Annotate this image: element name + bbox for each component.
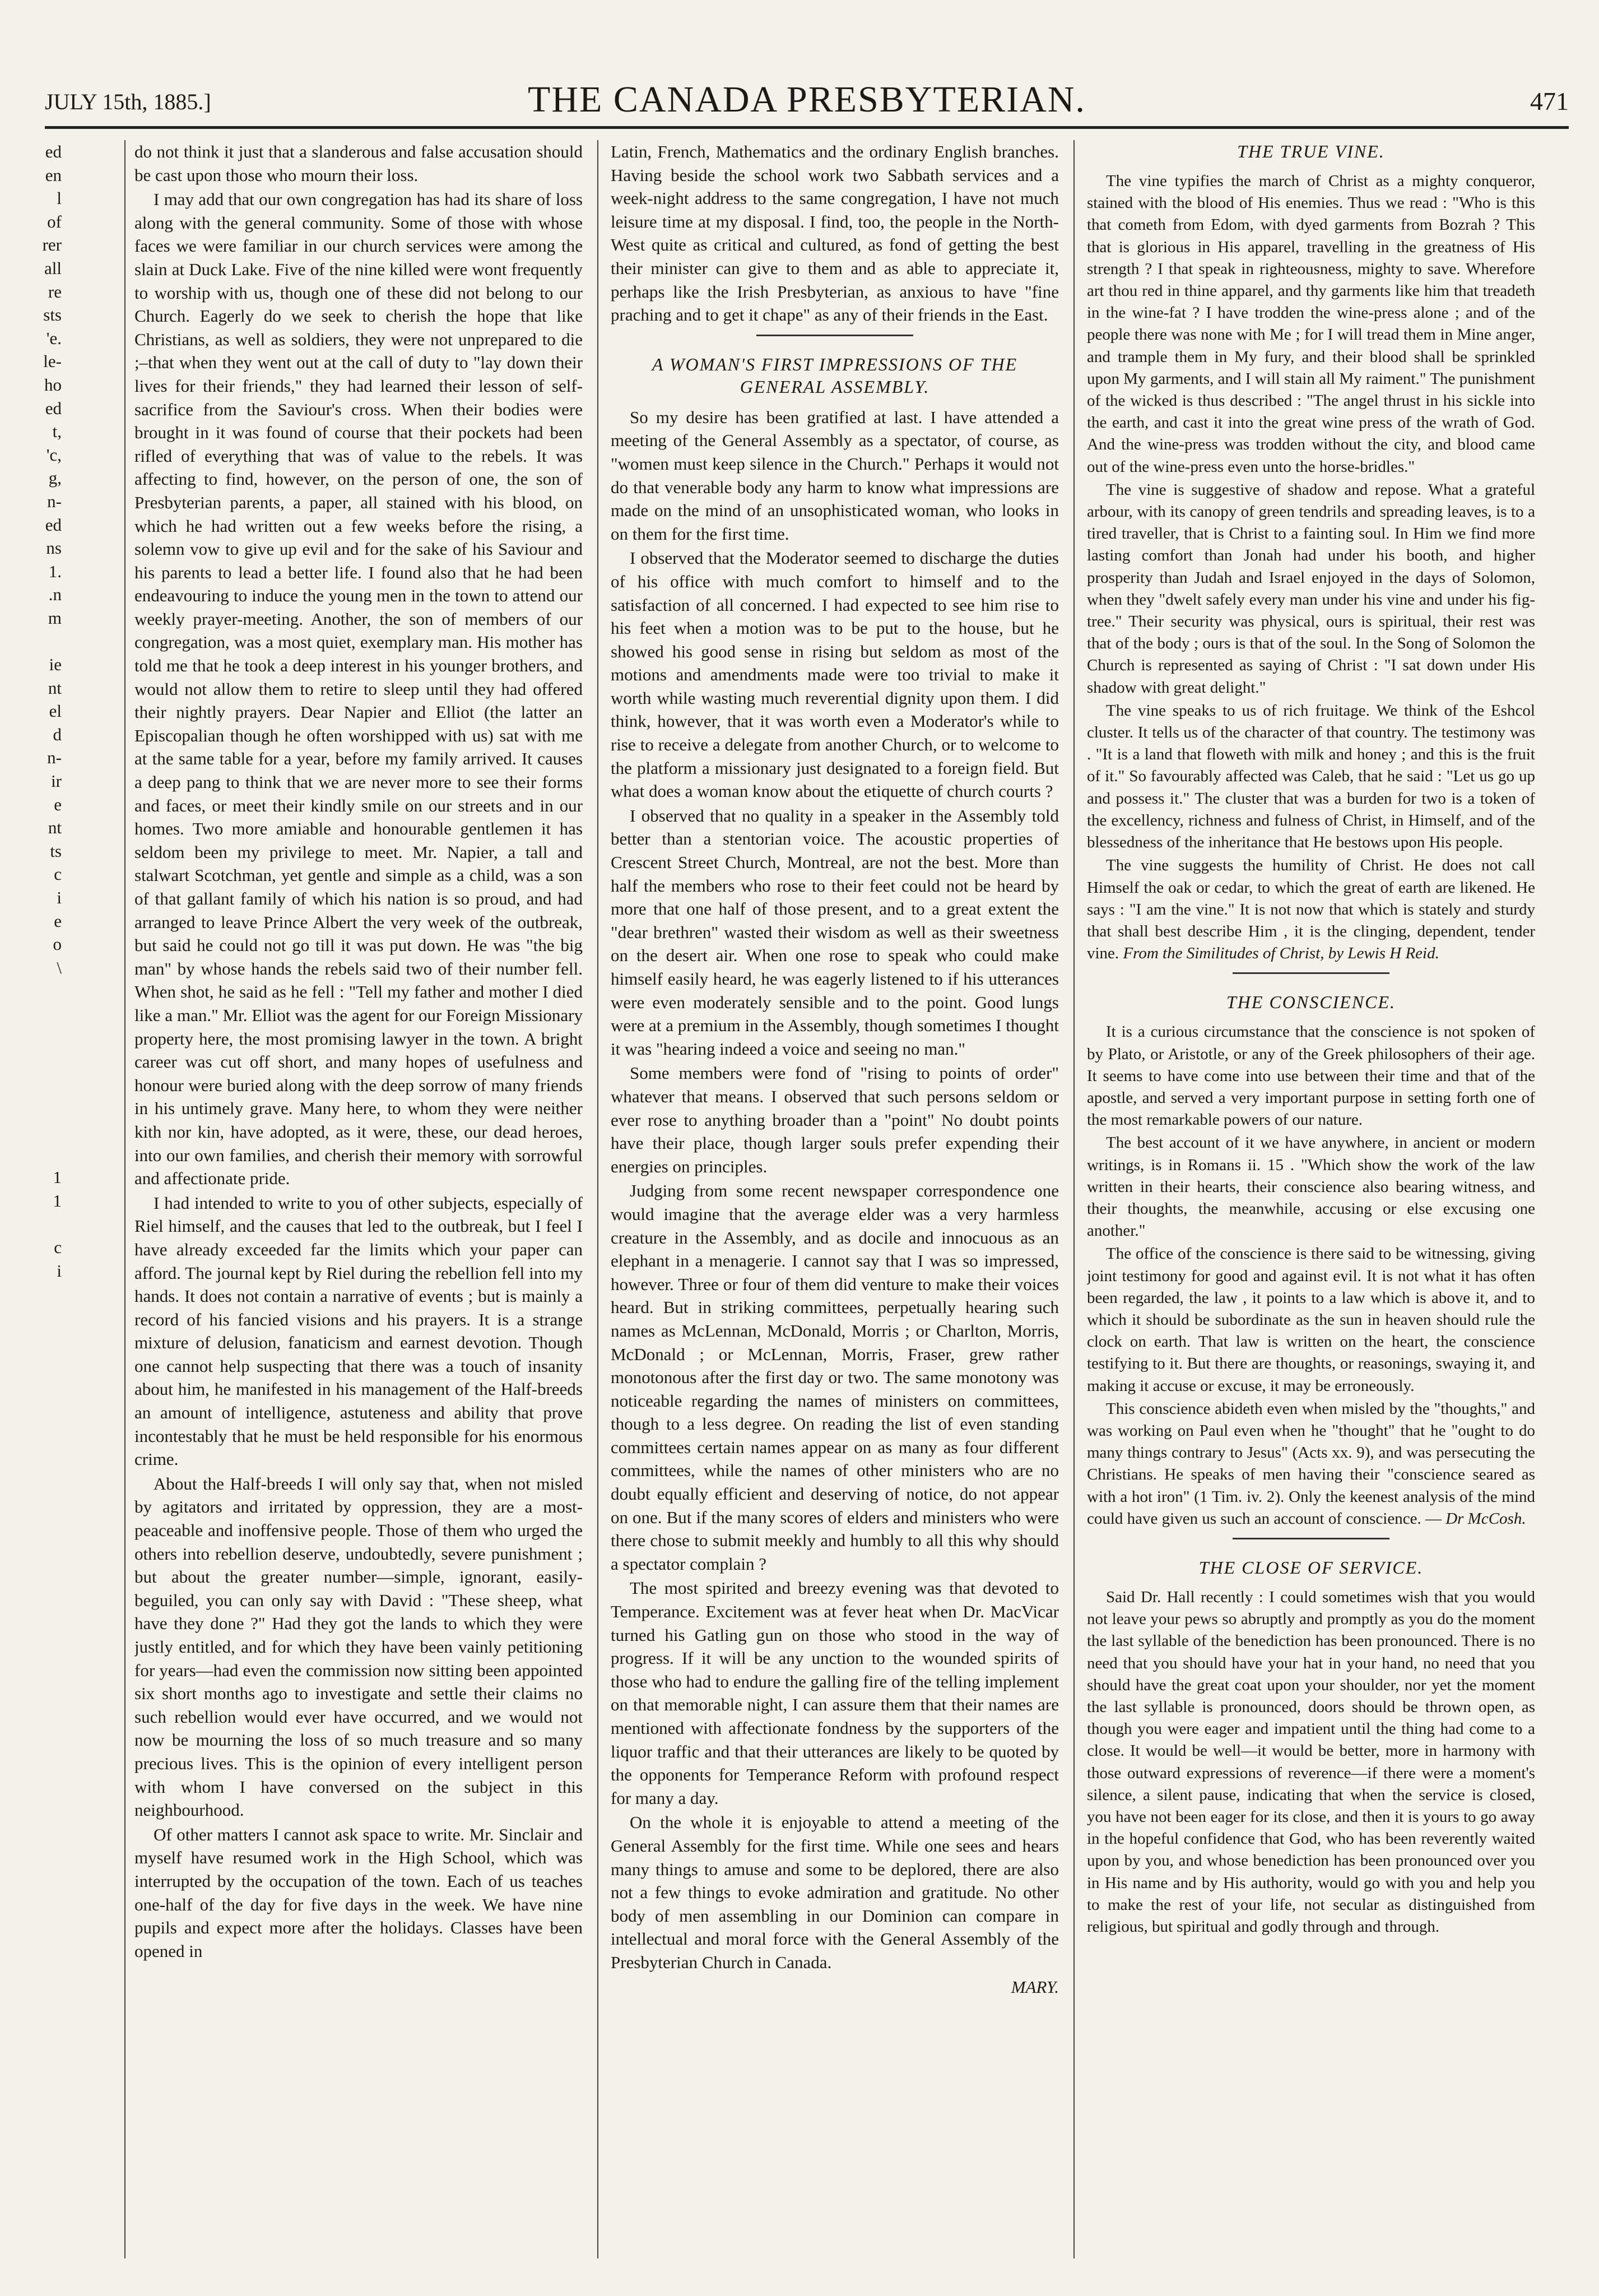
gutter-fragment: all: [44, 258, 62, 278]
gutter-fragment: n-: [47, 491, 62, 511]
paragraph: Of other matters I cannot ask space to write. Mr. Sinclair and myself have resumed work in the High School, which was interrupted by the occupation of the town. Each of us teaches one-half of the day for five days in the week. We have nine pupils and expect more after the holidays. Classes have been opened in: [134, 1824, 583, 1961]
gutter-fragment: .n: [48, 585, 62, 605]
column-left: [134, 140, 583, 2258]
gutter-fragment: e: [54, 911, 62, 931]
paragraph: I had intended to write to you of other subjects, especially of Riel himself, and the causes that led to the outbreak, but I feel I have already exceeded far the limits which your paper can afford. The journal kept by Riel during the rebellion fell into my hands. It does not contain a narrative of events ; but is mainly a record of his fancied visions and his prayers. It is a strange mixture of delusion, fanaticism and earnest devotion. Though one cannot help suspecting that there was a touch of insanity about him, he manifested in his management of the Half-breeds an amount of intelligence, astuteness and ability that prove incontestably that he must be held responsible for his enormous crime.: [134, 1193, 583, 1469]
paragraph: Judging from some recent newspaper correspondence one would imagine that the average elder was a very harmless creature in the Assembly, and as docile and innocuous as an elephant in a menagerie. I cannot say that I was so impressed, however. Three or four of them did venture to make their voices heard. But in striking committees, perpetually hearing such names as McLennan, McDonald, Morris ; or Charlton, Morris, McDonald ; or McLennan, Morris, Fraser, grew rather monotonous after the first day or two. The same monotony was noticeable regarding the names of ministers on committees, though to a less degree. On reading the list of even standing committees certain names appear on as many as four different committees, while the names of other ministers who are no doubt equally efficient and deserving of notice, do not appear on one. But if the many scores of elders and ministers who were there chose to submit meekly and humbly to all this why should a spectator complain ?: [611, 1181, 1059, 1574]
paragraph: About the Half-breeds I will only say that, when not misled by agitators and irritated by oppression, they are a most-peaceable and inoffensive people. Those of them who urged the others into rebellion deserve, undoubtedly, severe punishment ; but about the greater number—simple, ignorant, easily-beguiled, you can only say with David : "These sheep, what have they done ?" Had they got the lands to which they were justly entitled, and for which they have been vainly petitioning for years—had even the commission now sitting been appointed six short months ago to investigate and settle their claims no such rebellion would ever have occurred, and we would not now be mourning the loss of so much treasure and so many precious lives. This is the opinion of every intelligent person with whom I have conversed on the subject in this neighbourhood.: [134, 1473, 583, 1820]
article-heading: THE CLOSE OF SERVICE.: [1198, 1557, 1424, 1578]
article-separator: [1233, 1538, 1389, 1539]
masthead: [45, 78, 1569, 118]
paragraph: It is a curious circumstance that the conscience is not spoken of by Plato, or Aristotle, or any of the Greek philosophers of their age. It seems to have come into use between their time and that of the apostle, and served a very important purpose in setting forth one of the most remarkable powers of our nature.: [1087, 1023, 1535, 1129]
newspaper-title: THE CANADA PRESBYTERIAN.: [528, 79, 1086, 120]
gutter-fragment: [0, 1049, 62, 1073]
gutter-fragment: [0, 1143, 62, 1166]
paragraph: Said Dr. Hall recently : I could sometimes wish that you would not leave your pews so abruptly and promptly as you do the moment the last syllable of the benediction has been pronounced. There is no need that you should have your hat in your hand, no need that you should have the great coat upon your shoulder, nor yet the moment the last syllable is pronounced, doors should be thrown open, as though you were eager and impatient until the thing had come to a close. It would be well—it would be better, more in harmony with those outward expressions of reverence—if there were a moment's silence, a silent pause, indicating that when the service is closed, you have not been eager for its close, and then it is yours to go away in the hopeful confidence that God, who has been reverently waited upon by you, and whose benediction has been pronounced over you in His name and by His authority, would go with you and help you to make the rest of your life, not secular as distinguished from religious, but spiritual and godly through and through.: [1087, 1588, 1535, 1936]
article-heading: A WOMAN'S FIRST IMPRESSIONS OF THE GENERAL ASSEMBLY.: [652, 354, 1018, 397]
paragraph: I may add that our own congregation has had its share of loss along with the general community. Some of those with whose faces we were familiar in our church services were among the slain at Duck Lake. Five of the nine killed were wont frequently to worship with us, though one of these did not belong to our Church. Eagerly do we seek to cherish the hope that like Christians, as well as soldiers, they were not unprepared to die ;–that when they went out at the call of duty to "lay down their lives for their friends," they had learned their lesson of self-sacrifice from the Saviour's cross. When their bodies were brought in it was found of course that their pockets had been rifled of everything that was of value to the rebels. It was affecting to find, however, on the person of one, the son of Presbyterian parents, a paper, all stained with his blood, on which he had written out a few weeks before the rising, a solemn vow to give up evil and for the sake of his Saviour and his parents to lead a better life. I found also that he had been endeavouring to induce the young men in the town to attend our weekly prayer-meeting. Another, the son of members of our congregation, was a most quiet, exemplary man. His mother has told me that he took a deep interest in his younger brothers, and would not allow them to retire to sleep until they had offered their nightly prayers. Dear Napier and Elliot (the latter an Episcopalian though he often worshipped with us) sat with me at the same table for a year, before my family arrived. It causes a deep pang to think that we are never more to see their forms and faces, or meet their kindly smile on our streets and in our homes. Two more amiable and honourable gentlemen it has seldom been my privilege to meet. Mr. Napier, a tall and stalwart Scotchman, yet gentle and simple as a child, was a son of that gallant family of which his nation is so proud, and had arranged to leave Prince Albert the very week of the outbreak, but said he could not go till it was put down. He was "the big man" by whose hands the rebels said two of their number fell. When shot, he said as he fell : "Tell my father and mother I died like a man." Mr. Elliot was the agent for our Foreign Missionary property here, the most promising lawyer in the town. A bright career was cut off short, and many hopes of usefulness and honour were buried along with the deep sorrow of many friends in his untimely grave. Many here, to whom they were neither kith nor kin, have adopted, as it were, these, our dead heroes, into our own families, and cherish their memory with sorrowful and affectionate pride.: [134, 189, 583, 1189]
article-heading: THE TRUE VINE.: [1237, 141, 1385, 161]
paragraph: This conscience abideth even when misled by the "thoughts," and was working on Paul even when he "thought" that he "ought to do many things contrary to Jesus" (Acts xx. 9), and was persecuting the Christians. He speaks of men having their "conscience seared as with a hot iron" (1 Tim. iv. 2). Only the keenest analysis of the mind could have given us such an account of conscience. — Dr McCosh.: [1087, 1399, 1535, 1528]
gutter-fragment: re: [48, 281, 62, 302]
gutter-fragment: 1.: [48, 561, 62, 581]
gutter-fragment: 'c,: [46, 444, 62, 465]
gutter-fragment: ed: [45, 514, 62, 535]
article-heading: THE CONSCIENCE.: [1226, 992, 1396, 1013]
column-right: [1087, 140, 1535, 2258]
gutter-fragment: [0, 979, 62, 1003]
paragraph: Some members were fond of "rising to points of order" whatever that means. I observed that such persons seldom or ever rose to anything broader than a "point" No doubt points have their place, though larger souls prefer expending their energies on principles.: [611, 1063, 1059, 1176]
article-separator: [1233, 972, 1389, 974]
gutter-fragment: 1: [53, 1167, 62, 1188]
paragraph: The best account of it we have anywhere, in ancient or modern writings, is in Romans ii. 15 . "Which show the work of the law written in their hearts, their conscience also bearing witness, and their thoughts, the meanwhile, accusing or else excusing one another.": [1087, 1134, 1535, 1240]
author-signature: MARY.: [1011, 1977, 1059, 1997]
gutter-fragment: nt: [48, 678, 62, 698]
paragraph-text: The vine suggests the humility of Christ. He does not call Himself the oak or cedar, to which the great of earth are likened. He says : "I am the vine." It is not now that which is stately and sturdy that shall best describe Him , it is the clinging, dependent, tender vine.: [1087, 856, 1535, 963]
column-divider: [124, 140, 125, 2258]
gutter-fragment: ed: [45, 398, 62, 418]
gutter-fragment: 'e.: [46, 328, 62, 348]
gutter-fragment: l: [57, 188, 62, 208]
paragraph: Latin, French, Mathematics and the ordinary English branches. Having beside the school work two Sabbath services and a week-night address to the same congregation, I have not much leisure time at my disposal. I find, too, the people in the North-West quite as critical and cultured, as fond of getting the best their minister can give to them and as able to appreciate it, perhaps like the Irish Presbyterian, as anxious to have "fine praching and to get it chape" as any of their friends in the East.: [611, 142, 1059, 325]
cropped-neighbour-column: [0, 140, 62, 2258]
column-divider: [1073, 140, 1075, 2258]
gutter-fragment: nt: [48, 818, 62, 838]
gutter-fragment: [0, 1096, 62, 1119]
gutter-fragment: m: [48, 607, 62, 628]
source-attribution: From the Similitudes of Christ, by Lewis H Reid.: [1123, 944, 1439, 963]
gutter-fragment: t,: [52, 421, 62, 442]
gutter-fragment: i: [57, 888, 62, 907]
paragraph: The office of the conscience is there said to be witnessing, giving joint testimony for good and against evil. It is not what it has often been regarded, the law , it points to a law which is above it, and to which it should be subordinate as the sun in heaven should rule the clock on earth. That law is written on the heart, the conscience testifying to it. But there are thoughts, or reasonings, swaying it, and making it accuse or excuse, it may be erroneously.: [1087, 1245, 1535, 1395]
gutter-fragment: [0, 1003, 62, 1026]
gutter-fragment: ie: [49, 655, 62, 675]
gutter-fragment: [0, 1119, 62, 1143]
paragraph: do not think it just that a slanderous and false accusation should be cast upon those who mourn their loss.: [134, 142, 583, 185]
gutter-fragment: ts: [50, 841, 62, 861]
gutter-fragment: le-: [43, 351, 62, 372]
gutter-fragment: o: [53, 934, 62, 954]
gutter-fragment: d: [53, 724, 62, 744]
paragraph: So my desire has been gratified at last. I have attended a meeting of the General Assembly as a spectator, of course, as "women must keep silence in the Church." Perhaps it would not do that venerable body any harm to know what impressions are made on the mind of an unsophisticated woman, who looks in on them for the first time.: [611, 407, 1059, 544]
paragraph: I observed that the Moderator seemed to discharge the duties of his office with much comfort to himself and to the satisfaction of all concerned. I had expected to see him rise to his feet when a motion was to be put to the house, but he showed his good sense in rising but seldom as most of the motions and amendments made were too trivial to make it worth while wasting much reverential dignity upon them. I did think, however, that it was worth even a Moderator's while to rise to receive a delegate from another Church, or to welcome to the platform a missionary just designated to a foreign field. But what does a woman know about the etiquette of church courts ?: [611, 548, 1059, 801]
gutter-fragment: i: [57, 1260, 62, 1281]
gutter-fragment: rer: [42, 235, 62, 255]
gutter-fragment: [0, 629, 62, 653]
source-attribution: Dr McCosh.: [1445, 1509, 1526, 1528]
gutter-fragment: c: [54, 1237, 62, 1257]
gutter-fragment: ho: [44, 374, 62, 395]
paragraph: The most spirited and breezy evening was that devoted to Temperance. Excitement was at fever heat when Dr. MacVicar turned his Gatling gun on those who stood in the way of progress. If it will be any unction to the wounded spirits of those who had to endure the galling fire of the telling implement on that memorable night, I can assure them that their names are mentioned with affectionate fondness by the supporters of the liquor traffic and that their utterances are likely to be quoted by the opponents for Temperance Reform with profound respect for many a day.: [611, 1578, 1059, 1808]
page-number: 471: [1530, 87, 1569, 115]
gutter-fragment: \: [57, 957, 62, 977]
paragraph: [1087, 855, 1535, 964]
gutter-fragment: of: [47, 211, 62, 231]
paragraph: The vine speaks to us of rich fruitage. We think of the Eshcol cluster. It tells us of the character of that country. The testimony was . "It is a land that floweth with milk and honey ; and this is the fruit of it." So favourably affected was Caleb, that he said : "Let us go up and possess it." The cluster that was a burden for two is a token of the excellency, richness and fulness of Christ, in Himself, and of the blessedness of the inheritance that He bestows upon His people.: [1087, 701, 1535, 852]
gutter-fragment: [0, 1212, 62, 1236]
gutter-fragment: el: [49, 701, 62, 721]
gutter-fragment: e: [54, 794, 62, 814]
gutter-fragment: g,: [48, 468, 62, 488]
gutter-fragment: 1: [53, 1190, 62, 1210]
gutter-fragment: ed: [45, 142, 62, 161]
gutter-fragment: c: [54, 864, 62, 884]
masthead-rule: [45, 126, 1569, 129]
gutter-fragment: sts: [43, 305, 62, 325]
paragraph-text: This conscience abideth even when misled by the "thoughts," and was working on Paul even when he "thought" that he "ought to do many things contrary to Jesus" (Acts xx. 9), and was persecuting the Christians. He speaks of men having their "conscience seared as with a hot iron" (1 Tim. iv. 2). Only the keenest analysis of the mind could have given us such an account of conscience.: [1087, 1399, 1535, 1528]
gutter-fragment: en: [45, 165, 62, 185]
gutter-fragment: ir: [51, 771, 62, 791]
column-middle: [611, 140, 1059, 2258]
paragraph: On the whole it is enjoyable to attend a meeting of the General Assembly for the first time. While one sees and hears many things to amuse and some to be deplored, there are also not a few things to evoke admiration and gratitude. No other body of men assembling in our Dominion can compare in intellectual and moral force with the General Assembly of the Presbyterian Church in Canada.: [611, 1812, 1059, 1972]
paragraph: The vine typifies the march of Christ as a mighty conqueror, stained with the blood of His enemies. Thus we read : "Who is this that cometh from Edom, with dyed garments from Bozrah ? This that is glorious in His apparel, travelling in the greatness of His strength ? I that speak in righteousness, mighty to save. Wherefore art thou red in thine apparel, and thy garments like him that treadeth in the wine-fat ? I have trodden the wine-press alone ; and of the people there was none with Me ; for I will tread them in Mine anger, and trample them in My fury, and their blood shall be sprinkled upon My garments, and I will stain all My raiment." The punishment of the wicked is thus described : "The angel thrust in his sickle into the earth, and cast it into the great wine press of the wrath of God. And the wine-press was trodden without the city, and blood came out of the wine-press even unto the horse-bridles.": [1087, 172, 1535, 476]
paragraph: I observed that no quality in a speaker in the Assembly told better than a stentorian voice. The acoustic properties of Crescent Street Church, Montreal, are not the best. More than half the members who rose to their feet could not be heard by more that one half of those present, and to a great extent the "dear brethren" wasted their wisdom as well as their sweetness on the desert air. When one rose to speak who could make himself easily heard, he was eagerly listened to if his utterances were even moderately sensible and to the point. Good lungs were at a premium in the Assembly, though sometimes I thought it was "hearing indeed a voice and seeing no man.": [611, 805, 1059, 1059]
gutter-fragment: [0, 1073, 62, 1096]
issue-date: JULY 15th, 1885.]: [45, 89, 211, 114]
article-separator: [756, 335, 913, 336]
paragraph: The vine is suggestive of shadow and repose. What a grateful arbour, with its canopy of green tendrils and spreading leaves, is to a tired traveller, that is Christ to a fainting soul. In Him we find more lasting comfort than Jonah had under his booth, and higher prosperity than Judah and Israel enjoyed in the days of Solomon, when they "dwelt safely every man under his vine and under his fig-tree." Their security was physical, ours is spiritual, their rest was that of the body ; ours is that of the soul. In the Song of Solomon the Church is represented as saying of Christ : "I sat down under His shadow with great delight.": [1087, 480, 1535, 697]
gutter-fragment: n-: [47, 748, 62, 768]
gutter-fragment: ns: [46, 538, 62, 558]
column-divider: [597, 140, 598, 2258]
gutter-fragment: [0, 1026, 62, 1050]
